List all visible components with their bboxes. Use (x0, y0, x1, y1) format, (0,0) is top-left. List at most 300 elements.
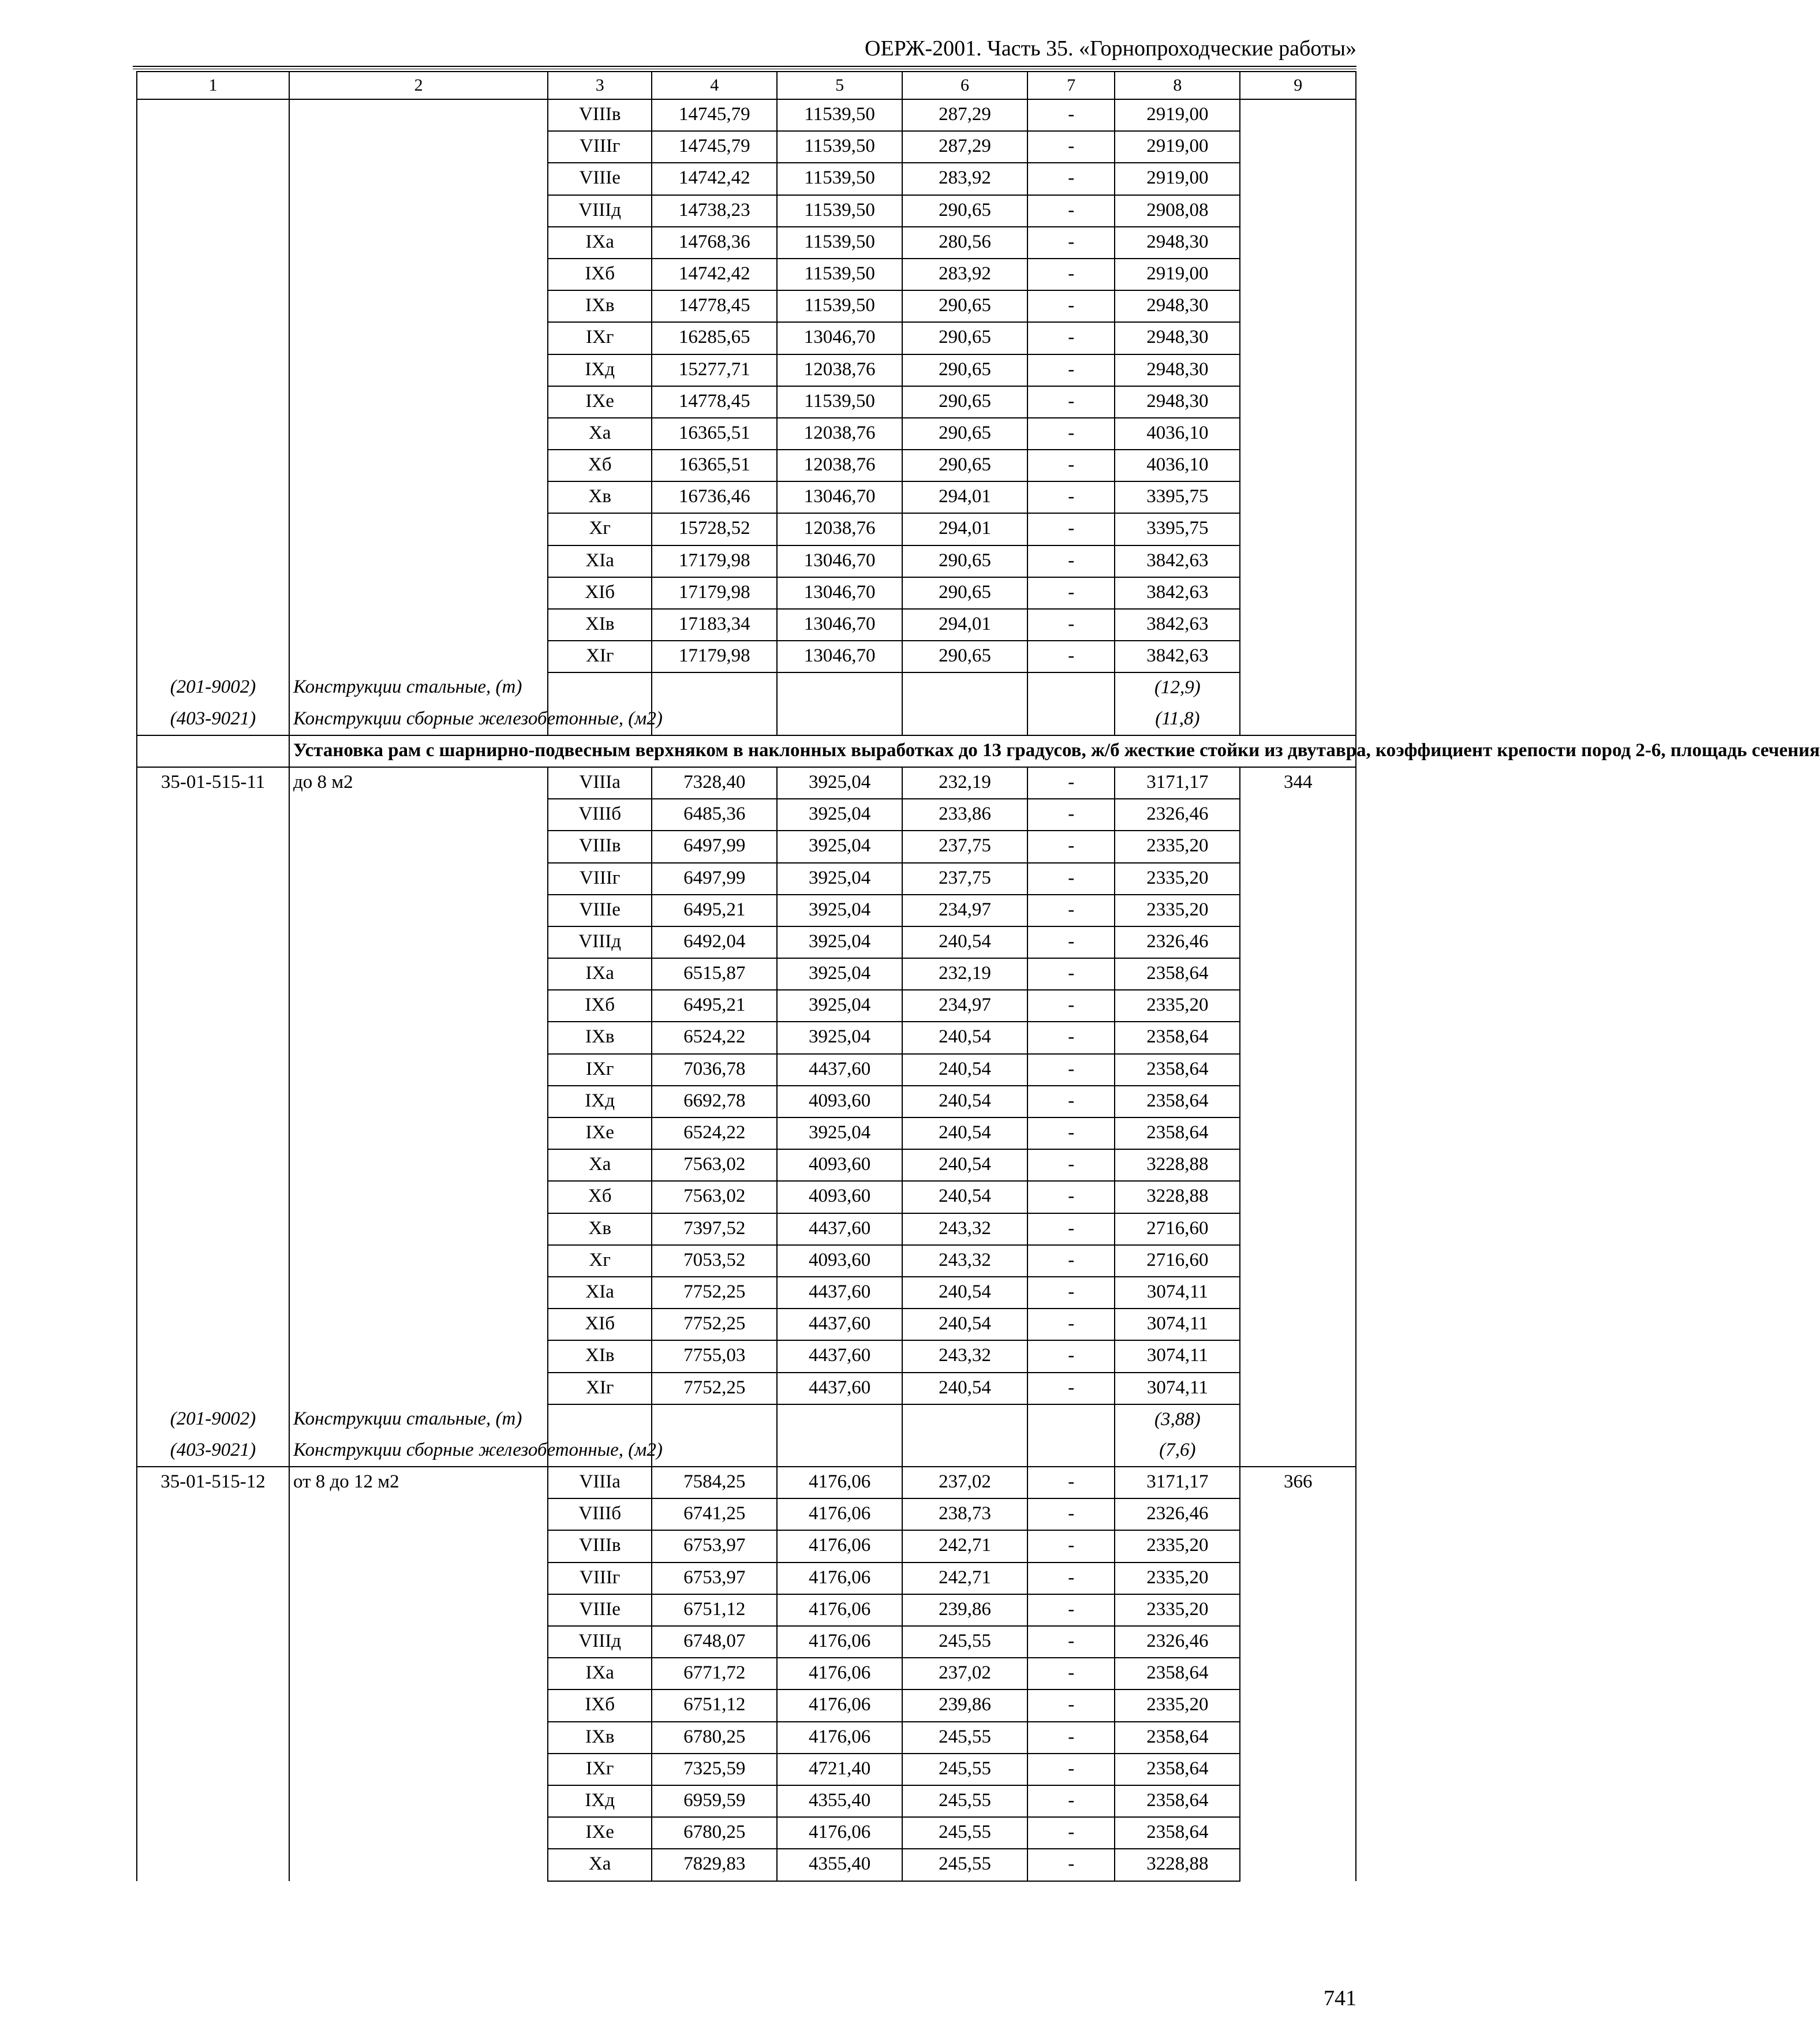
rate-code: 35-01-515-12 (137, 1467, 289, 1498)
column-number: 9 (1240, 72, 1356, 99)
total-cost-cell: 17183,34 (652, 609, 777, 641)
empty-cell (137, 990, 289, 1022)
table-row (137, 1373, 1356, 1404)
materials-cell: 2948,30 (1115, 290, 1240, 322)
wages-cell: 12038,76 (777, 418, 902, 450)
empty-cell (137, 799, 289, 831)
total-cost-cell: 6959,59 (652, 1785, 777, 1817)
machines-cell: 232,19 (902, 767, 1027, 799)
section-title: Установка рам с шарнирно-подвесным верхняком в наклонных выработках до 13 градусов, ж/б жесткие стойки из двутавра, коэффициент крепости пород 2-6, площадь сечения (289, 735, 1356, 767)
empty-cell (1240, 259, 1356, 290)
machines-cell: 287,29 (902, 131, 1027, 163)
empty-cell (137, 513, 289, 545)
materials-cell: 2335,20 (1115, 1594, 1240, 1626)
page-number: 741 (1324, 1986, 1356, 2010)
table-row (137, 1181, 1356, 1213)
driver-wages-cell: - (1027, 990, 1115, 1022)
category-cell: VIIIа (548, 1467, 652, 1498)
materials-cell: 2358,64 (1115, 1722, 1240, 1754)
wages-cell: 4176,06 (777, 1467, 902, 1498)
empty-cell (289, 1785, 548, 1817)
wages-cell: 4437,60 (777, 1213, 902, 1245)
material-code: (201-9002) (137, 672, 289, 704)
category-cell: Xа (548, 1849, 652, 1881)
category-cell: XIа (548, 1277, 652, 1309)
materials-cell: 2358,64 (1115, 1086, 1240, 1117)
category-cell: IXв (548, 1022, 652, 1053)
wages-cell: 11539,50 (777, 195, 902, 227)
total-cost-cell: 16736,46 (652, 481, 777, 513)
driver-wages-cell: - (1027, 195, 1115, 227)
category-cell: XIа (548, 545, 652, 577)
machines-cell: 240,54 (902, 1022, 1027, 1053)
empty-cell (137, 450, 289, 481)
driver-wages-cell: - (1027, 895, 1115, 926)
machines-cell: 240,54 (902, 1181, 1027, 1213)
wages-cell: 11539,50 (777, 227, 902, 259)
wages-cell: 4176,06 (777, 1658, 902, 1689)
empty-cell (1240, 322, 1356, 354)
driver-wages-cell: - (1027, 386, 1115, 418)
machines-cell: 290,65 (902, 322, 1027, 354)
wages-cell: 3925,04 (777, 767, 902, 799)
table-row (137, 1689, 1356, 1721)
total-cost-cell: 6524,22 (652, 1022, 777, 1053)
empty-cell (1240, 672, 1356, 704)
column-number: 6 (902, 72, 1027, 99)
category-cell: Xг (548, 1245, 652, 1277)
machines-cell: 239,86 (902, 1689, 1027, 1721)
material-row (137, 1436, 1356, 1467)
table-row (137, 767, 1356, 799)
wages-cell: 3925,04 (777, 1117, 902, 1149)
driver-wages-cell: - (1027, 1817, 1115, 1849)
empty-cell (137, 354, 289, 386)
materials-cell: 3842,63 (1115, 545, 1240, 577)
driver-wages-cell: - (1027, 831, 1115, 862)
empty-cell (137, 386, 289, 418)
empty-cell (289, 99, 548, 131)
table-row (137, 418, 1356, 450)
table-row (137, 1849, 1356, 1881)
driver-wages-cell: - (1027, 163, 1115, 195)
wages-cell: 11539,50 (777, 290, 902, 322)
empty-cell (289, 1658, 548, 1689)
driver-wages-cell: - (1027, 1658, 1115, 1689)
machines-cell: 242,71 (902, 1563, 1027, 1594)
table-body (137, 72, 1820, 1881)
table-row (137, 227, 1356, 259)
wages-cell: 4176,06 (777, 1689, 902, 1721)
category-cell: VIIIе (548, 895, 652, 926)
total-cost-cell: 7325,59 (652, 1754, 777, 1785)
table-row (137, 290, 1356, 322)
empty-cell (289, 227, 548, 259)
driver-wages-cell: - (1027, 290, 1115, 322)
empty-cell (1240, 290, 1356, 322)
total-cost-cell: 16365,51 (652, 418, 777, 450)
driver-wages-cell: - (1027, 545, 1115, 577)
driver-wages-cell: - (1027, 1373, 1115, 1404)
category-cell: VIIIб (548, 1498, 652, 1530)
total-cost-cell: 16285,65 (652, 322, 777, 354)
total-cost-cell: 7563,02 (652, 1149, 777, 1181)
empty-cell (137, 195, 289, 227)
total-cost-cell: 6524,22 (652, 1117, 777, 1149)
empty-cell (137, 1181, 289, 1213)
empty-cell (137, 1785, 289, 1817)
empty-cell (137, 1117, 289, 1149)
empty-cell (289, 1054, 548, 1086)
empty-cell (137, 1340, 289, 1372)
total-cost-cell: 7752,25 (652, 1277, 777, 1309)
category-cell: VIIIе (548, 1594, 652, 1626)
materials-cell: 2335,20 (1115, 990, 1240, 1022)
empty-cell (289, 1689, 548, 1721)
category-cell: IXд (548, 354, 652, 386)
driver-wages-cell: - (1027, 1785, 1115, 1817)
driver-wages-cell: - (1027, 1754, 1115, 1785)
empty-cell (289, 1149, 548, 1181)
total-cost-cell: 6780,25 (652, 1817, 777, 1849)
empty-cell (289, 1849, 548, 1881)
empty-cell (137, 609, 289, 641)
empty-cell (1240, 990, 1356, 1022)
total-cost-cell: 16365,51 (652, 450, 777, 481)
driver-wages-cell: - (1027, 1849, 1115, 1881)
driver-wages-cell: - (1027, 481, 1115, 513)
column-number: 8 (1115, 72, 1240, 99)
total-cost-cell: 14738,23 (652, 195, 777, 227)
table-row (137, 195, 1356, 227)
material-code: (403-9021) (137, 704, 289, 735)
category-cell: IXг (548, 1054, 652, 1086)
driver-wages-cell: - (1027, 609, 1115, 641)
empty-cell (137, 545, 289, 577)
total-cost-cell: 17179,98 (652, 641, 777, 672)
driver-wages-cell: - (1027, 1213, 1115, 1245)
materials-cell: 2919,00 (1115, 99, 1240, 131)
table-row (137, 577, 1356, 609)
empty-cell (1240, 1309, 1356, 1340)
machines-cell: 234,97 (902, 990, 1027, 1022)
empty-cell (777, 672, 902, 704)
category-cell: VIIIд (548, 1626, 652, 1658)
driver-wages-cell: - (1027, 926, 1115, 958)
empty-cell (289, 1498, 548, 1530)
materials-cell: 2358,64 (1115, 958, 1240, 990)
category-cell: XIг (548, 641, 652, 672)
materials-cell: 2335,20 (1115, 1689, 1240, 1721)
empty-cell (1240, 641, 1356, 672)
driver-wages-cell: - (1027, 259, 1115, 290)
machines-cell: 245,55 (902, 1626, 1027, 1658)
empty-cell (137, 1563, 289, 1594)
empty-cell (1240, 227, 1356, 259)
category-cell: IXа (548, 1658, 652, 1689)
empty-cell (289, 1213, 548, 1245)
total-cost-cell: 7397,52 (652, 1213, 777, 1245)
labor-cost-cell: 366 (1240, 1467, 1356, 1498)
category-cell: IXе (548, 1117, 652, 1149)
total-cost-cell: 6741,25 (652, 1498, 777, 1530)
empty-cell (1240, 131, 1356, 163)
empty-cell (289, 831, 548, 862)
category-cell: VIIIв (548, 831, 652, 862)
total-cost-cell: 6753,97 (652, 1563, 777, 1594)
wages-cell: 13046,70 (777, 481, 902, 513)
total-cost-cell: 6485,36 (652, 799, 777, 831)
machines-cell: 245,55 (902, 1785, 1027, 1817)
wages-cell: 11539,50 (777, 163, 902, 195)
driver-wages-cell: - (1027, 1467, 1115, 1498)
machines-cell: 233,86 (902, 799, 1027, 831)
category-cell: IXг (548, 322, 652, 354)
category-cell: VIIIг (548, 863, 652, 895)
materials-cell: 2908,08 (1115, 195, 1240, 227)
table-row (137, 1754, 1356, 1785)
empty-cell (1240, 1277, 1356, 1309)
category-cell: Xв (548, 1213, 652, 1245)
empty-cell (137, 1722, 289, 1754)
empty-cell (1027, 704, 1115, 735)
empty-cell (289, 259, 548, 290)
total-cost-cell: 6780,25 (652, 1722, 777, 1754)
machines-cell: 290,65 (902, 577, 1027, 609)
driver-wages-cell: - (1027, 1086, 1115, 1117)
empty-cell (1240, 1785, 1356, 1817)
empty-cell (137, 1530, 289, 1562)
wages-cell: 4093,60 (777, 1245, 902, 1277)
table-row (137, 799, 1356, 831)
materials-cell: 2919,00 (1115, 259, 1240, 290)
materials-cell: 2335,20 (1115, 831, 1240, 862)
empty-cell (289, 1309, 548, 1340)
category-cell: VIIIв (548, 99, 652, 131)
empty-cell (1240, 481, 1356, 513)
empty-cell (1240, 354, 1356, 386)
empty-cell (289, 386, 548, 418)
material-quantity: (7,6) (1115, 1436, 1240, 1467)
machines-cell: 240,54 (902, 1149, 1027, 1181)
materials-cell: 2948,30 (1115, 227, 1240, 259)
empty-cell (289, 513, 548, 545)
category-cell: VIIIг (548, 1563, 652, 1594)
machines-cell: 237,02 (902, 1658, 1027, 1689)
table-row (137, 1467, 1356, 1498)
empty-cell (289, 641, 548, 672)
category-cell: IXг (548, 1754, 652, 1785)
materials-cell: 3074,11 (1115, 1373, 1240, 1404)
materials-cell: 3074,11 (1115, 1340, 1240, 1372)
column-number: 3 (548, 72, 652, 99)
driver-wages-cell: - (1027, 1181, 1115, 1213)
wages-cell: 4093,60 (777, 1149, 902, 1181)
wages-cell: 4437,60 (777, 1277, 902, 1309)
total-cost-cell: 6771,72 (652, 1658, 777, 1689)
empty-cell (289, 1373, 548, 1404)
machines-cell: 245,55 (902, 1722, 1027, 1754)
total-cost-cell: 6753,97 (652, 1530, 777, 1562)
wages-cell: 4355,40 (777, 1849, 902, 1881)
table-row (137, 354, 1356, 386)
empty-cell (137, 290, 289, 322)
empty-cell (1240, 799, 1356, 831)
empty-cell (137, 1817, 289, 1849)
driver-wages-cell: - (1027, 958, 1115, 990)
wages-cell: 4176,06 (777, 1594, 902, 1626)
machines-cell: 237,75 (902, 831, 1027, 862)
empty-cell (1240, 1404, 1356, 1436)
empty-cell (289, 926, 548, 958)
driver-wages-cell: - (1027, 641, 1115, 672)
category-cell: Xб (548, 450, 652, 481)
empty-cell (137, 227, 289, 259)
rate-code: 35-01-515-11 (137, 767, 289, 799)
wages-cell: 11539,50 (777, 99, 902, 131)
empty-cell (289, 1530, 548, 1562)
total-cost-cell: 6751,12 (652, 1594, 777, 1626)
empty-cell (289, 1277, 548, 1309)
empty-cell (289, 1340, 548, 1372)
driver-wages-cell: - (1027, 1594, 1115, 1626)
empty-cell (1027, 1404, 1115, 1436)
material-name: Конструкции стальные, (т) (289, 672, 548, 704)
materials-cell: 2326,46 (1115, 1626, 1240, 1658)
wages-cell: 3925,04 (777, 799, 902, 831)
column-number-row (137, 72, 1356, 99)
machines-cell: 242,71 (902, 1530, 1027, 1562)
table-row (137, 1563, 1356, 1594)
machines-cell: 239,86 (902, 1594, 1027, 1626)
table-row (137, 481, 1356, 513)
column-number: 7 (1027, 72, 1115, 99)
empty-cell (137, 958, 289, 990)
empty-cell (137, 1594, 289, 1626)
materials-cell: 3395,75 (1115, 481, 1240, 513)
table-row (137, 1530, 1356, 1562)
driver-wages-cell: - (1027, 767, 1115, 799)
materials-cell: 3842,63 (1115, 577, 1240, 609)
table-row (137, 1658, 1356, 1689)
empty-cell (1240, 926, 1356, 958)
empty-cell (137, 1149, 289, 1181)
machines-cell: 238,73 (902, 1498, 1027, 1530)
empty-cell (1240, 163, 1356, 195)
total-cost-cell: 6495,21 (652, 895, 777, 926)
machines-cell: 245,55 (902, 1849, 1027, 1881)
wages-cell: 4176,06 (777, 1530, 902, 1562)
materials-cell: 2358,64 (1115, 1054, 1240, 1086)
empty-cell (137, 926, 289, 958)
materials-cell: 2716,60 (1115, 1213, 1240, 1245)
empty-cell (1240, 386, 1356, 418)
category-cell: XIб (548, 577, 652, 609)
empty-cell (289, 895, 548, 926)
machines-cell: 240,54 (902, 1373, 1027, 1404)
materials-cell: 3228,88 (1115, 1849, 1240, 1881)
table-row (137, 99, 1356, 131)
empty-cell (137, 1373, 289, 1404)
category-cell: XIб (548, 1309, 652, 1340)
empty-cell (289, 354, 548, 386)
empty-cell (1240, 1722, 1356, 1754)
category-cell: Xг (548, 513, 652, 545)
table-row (137, 895, 1356, 926)
empty-cell (289, 131, 548, 163)
machines-cell: 243,32 (902, 1213, 1027, 1245)
empty-cell (137, 1658, 289, 1689)
wages-cell: 11539,50 (777, 259, 902, 290)
wages-cell: 3925,04 (777, 895, 902, 926)
table-row (137, 1117, 1356, 1149)
driver-wages-cell: - (1027, 799, 1115, 831)
empty-cell (137, 1626, 289, 1658)
empty-cell (137, 1309, 289, 1340)
table-row (137, 163, 1356, 195)
total-cost-cell: 15728,52 (652, 513, 777, 545)
driver-wages-cell: - (1027, 131, 1115, 163)
empty-cell (289, 481, 548, 513)
driver-wages-cell: - (1027, 354, 1115, 386)
wages-cell: 12038,76 (777, 450, 902, 481)
machines-cell: 290,65 (902, 641, 1027, 672)
empty-cell (1240, 1817, 1356, 1849)
empty-cell (137, 1022, 289, 1053)
empty-cell (1240, 99, 1356, 131)
materials-cell: 3171,17 (1115, 767, 1240, 799)
driver-wages-cell: - (1027, 1498, 1115, 1530)
empty-cell (289, 863, 548, 895)
wages-cell: 4176,06 (777, 1563, 902, 1594)
category-cell: IXа (548, 227, 652, 259)
driver-wages-cell: - (1027, 863, 1115, 895)
empty-cell (1240, 1340, 1356, 1372)
wages-cell: 11539,50 (777, 386, 902, 418)
empty-cell (137, 641, 289, 672)
total-cost-cell: 14745,79 (652, 99, 777, 131)
total-cost-cell: 17179,98 (652, 577, 777, 609)
empty-cell (137, 1754, 289, 1785)
empty-cell (289, 1626, 548, 1658)
total-cost-cell: 6492,04 (652, 926, 777, 958)
empty-cell (1240, 1436, 1356, 1467)
empty-cell (1240, 1054, 1356, 1086)
total-cost-cell: 14768,36 (652, 227, 777, 259)
wages-cell: 12038,76 (777, 513, 902, 545)
empty-cell (137, 1245, 289, 1277)
empty-cell (289, 545, 548, 577)
table-row (137, 1722, 1356, 1754)
empty-cell (1240, 958, 1356, 990)
empty-cell (289, 1722, 548, 1754)
driver-wages-cell: - (1027, 99, 1115, 131)
empty-cell (289, 958, 548, 990)
empty-cell (137, 131, 289, 163)
category-cell: Xа (548, 418, 652, 450)
labor-cost-cell: 344 (1240, 767, 1356, 799)
machines-cell: 294,01 (902, 609, 1027, 641)
wages-cell: 3925,04 (777, 958, 902, 990)
wages-cell: 4721,40 (777, 1754, 902, 1785)
wages-cell: 13046,70 (777, 609, 902, 641)
empty-cell (652, 1436, 777, 1467)
wages-cell: 3925,04 (777, 926, 902, 958)
empty-cell (137, 1213, 289, 1245)
wages-cell: 3925,04 (777, 863, 902, 895)
machines-cell: 240,54 (902, 1054, 1027, 1086)
machines-cell: 294,01 (902, 481, 1027, 513)
